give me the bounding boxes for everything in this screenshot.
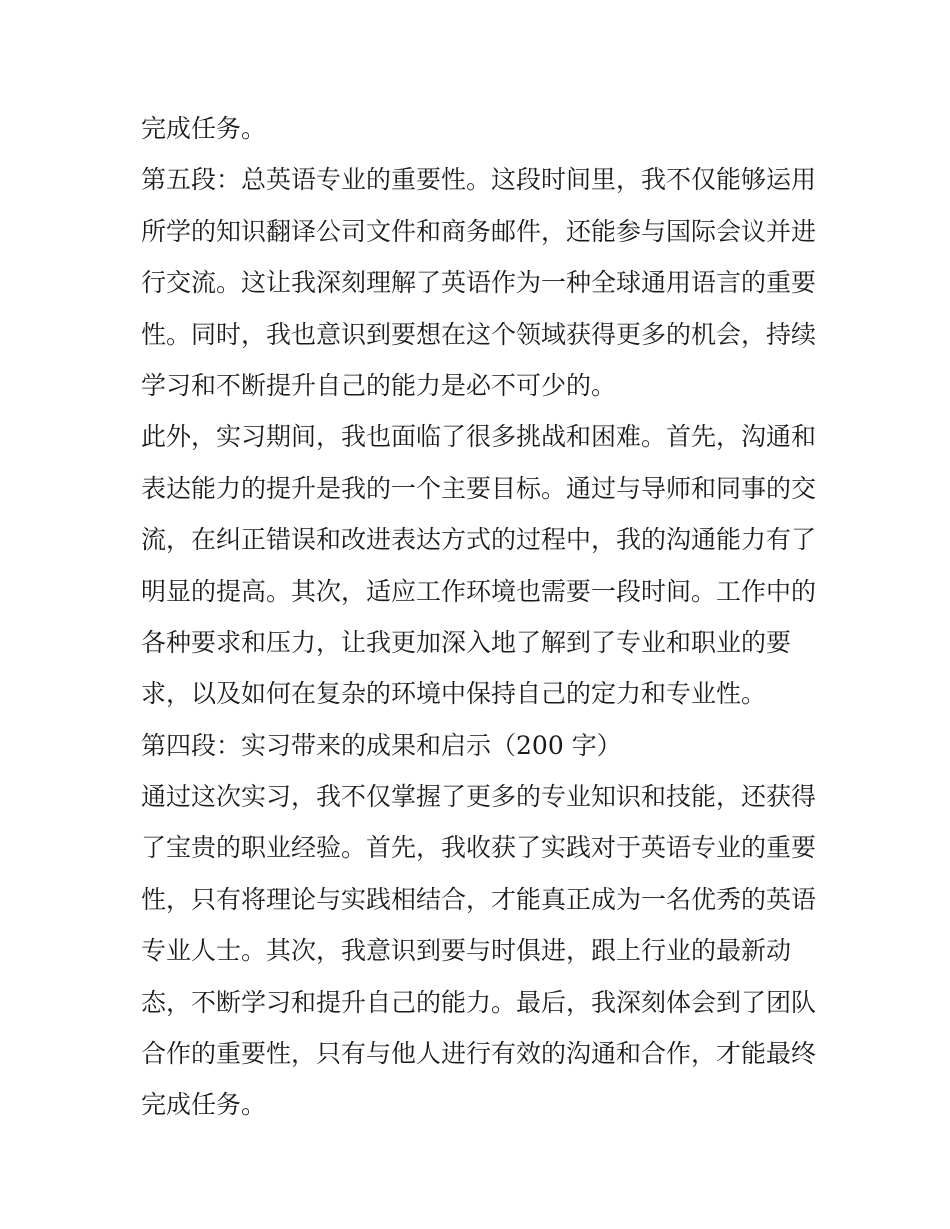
text-line: 第五段：总英语专业的重要性。这段时间里，我不仅能够运用 bbox=[141, 165, 817, 195]
text-line: 求，以及如何在复杂的环境中保持自己的定力和专业性。 bbox=[141, 679, 767, 709]
text-line: 流，在纠正错误和改进表达方式的过程中，我的沟通能力有了 bbox=[141, 525, 817, 555]
text-line: 明显的提高。其次，适应工作环境也需要一段时间。工作中的 bbox=[141, 576, 817, 606]
text-line: 性。同时，我也意识到要想在这个领域获得更多的机会，持续 bbox=[141, 319, 817, 349]
text-line: 完成任务。 bbox=[141, 114, 267, 143]
document-body bbox=[141, 103, 821, 1131]
text-line: 行交流。这让我深刻理解了英语作为一种全球通用语言的重要 bbox=[141, 268, 817, 298]
text-line: 性，只有将理论与实践相结合，才能真正成为一名优秀的英语 bbox=[141, 884, 817, 914]
text-line: 所学的知识翻译公司文件和商务邮件，还能参与国际会议并进 bbox=[141, 216, 817, 246]
text-line: 此外，实习期间，我也面临了很多挑战和困难。首先，沟通和 bbox=[141, 422, 817, 452]
text-line: 态，不断学习和提升自己的能力。最后，我深刻体会到了团队 bbox=[141, 987, 817, 1017]
text-line: 各种要求和压力，让我更加深入地了解到了专业和职业的要 bbox=[141, 627, 792, 657]
text-line: 表达能力的提升是我的一个主要目标。通过与导师和同事的交 bbox=[141, 473, 817, 503]
text-line: 学习和不断提升自己的能力是必不可少的。 bbox=[141, 370, 617, 400]
text-line: 通过这次实习，我不仅掌握了更多的专业知识和技能，还获得 bbox=[141, 782, 817, 812]
text-line: 合作的重要性，只有与他人进行有效的沟通和合作，才能最终 bbox=[141, 1039, 817, 1069]
text-line: 专业人士。其次，我意识到要与时俱进，跟上行业的最新动 bbox=[141, 936, 792, 966]
section-heading: 第四段：实习带来的成果和启示（200 字） bbox=[141, 730, 622, 760]
text-line: 完成任务。 bbox=[141, 1090, 267, 1120]
text-line: 了宝贵的职业经验。首先，我收获了实践对于英语专业的重要 bbox=[141, 833, 817, 863]
